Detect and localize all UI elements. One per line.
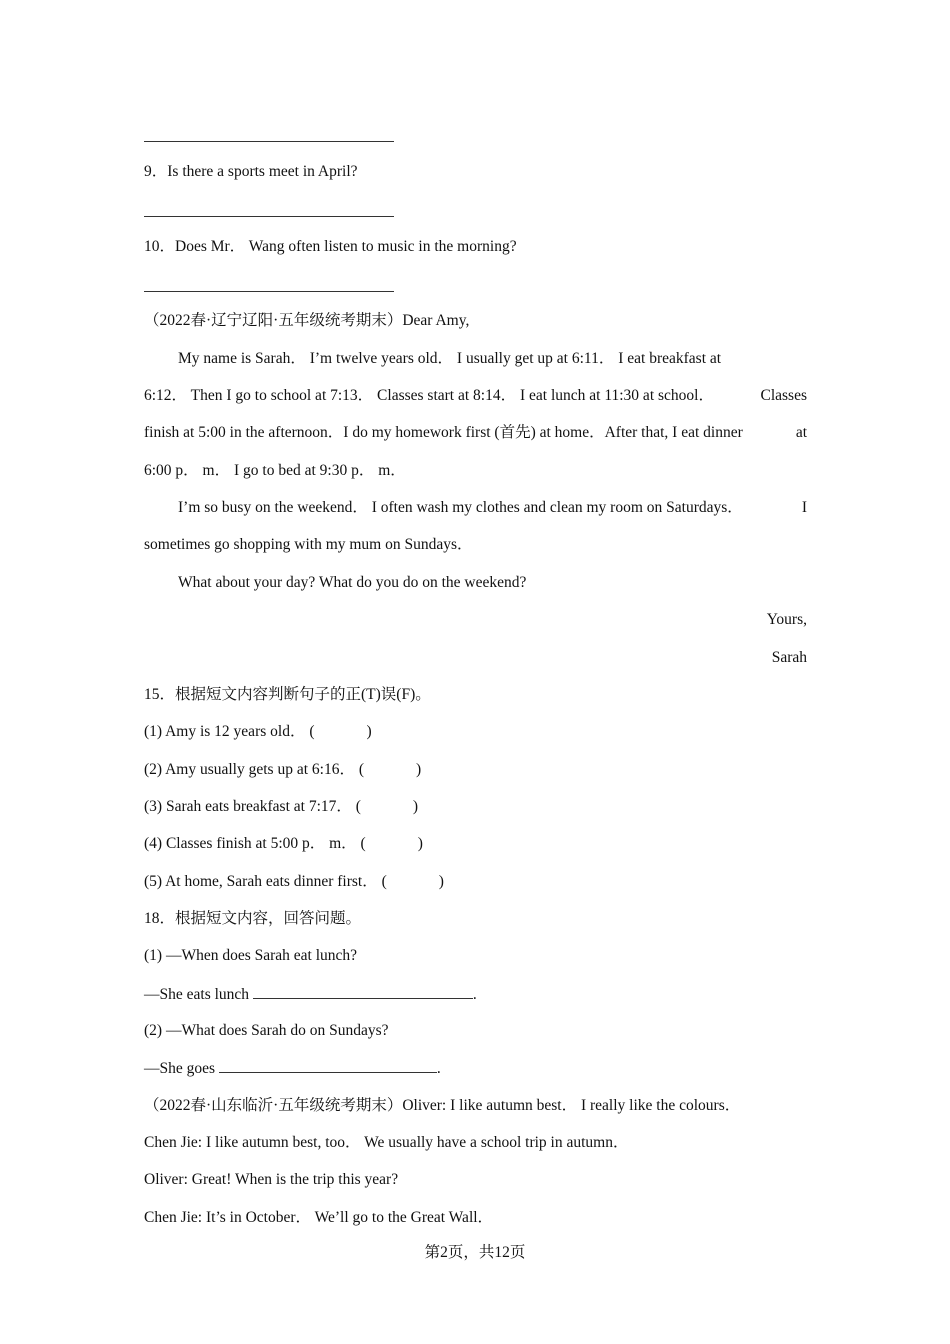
passage1-p1-line2-main: 6:12． Then I go to school at 7:13． Classes start at 8:14． I eat lunch at 11:30 at school． <box>144 387 714 404</box>
passage2-line2: Chen Jie: I like autumn best, too． We usually have a school trip in autumn． <box>144 1134 629 1151</box>
passage1-greeting: Dear Amy, <box>402 312 470 329</box>
passage2-line3: Oliver: Great! When is the trip this year? <box>144 1171 399 1188</box>
q15-item-2-close: ) <box>416 761 422 778</box>
q18-question-1: (1) —When does Sarah eat lunch? <box>144 947 358 964</box>
question-9: 9．Is there a sports meet in April? <box>144 163 358 180</box>
q18-answer-1-prefix: —She eats lunch <box>144 986 250 1003</box>
passage1-header <box>144 311 469 331</box>
passage2-line4: Chen Jie: It’s in October． We’ll go to the Great Wall． <box>144 1209 494 1226</box>
q15-item-1 <box>144 722 372 742</box>
passage1-p2-line2: sometimes go shopping with my mum on Sundays． <box>144 536 473 553</box>
passage2-line1-text: Oliver: I like autumn best． I really like the colours． <box>402 1097 741 1114</box>
passage1-signature: Sarah <box>771 649 807 666</box>
answer-line-9[interactable] <box>144 216 394 217</box>
q15-item-4 <box>144 834 423 854</box>
passage1-p2-line1-main: I’m so busy on the weekend． I often wash my clothes and clean my room on Saturdays． <box>178 499 743 516</box>
q18-question-2: (2) —What does Sarah do on Sundays? <box>144 1022 389 1039</box>
passage2-line1 <box>144 1096 740 1116</box>
q15-item-2-text: (2) Amy usually gets up at 6:16． ( <box>144 761 364 778</box>
q18-answer-2-period: . <box>436 1060 441 1077</box>
q18-answer-1-period: . <box>472 986 477 1003</box>
q15-item-4-text: (4) Classes finish at 5:00 p． m． ( <box>144 835 366 852</box>
q15-item-5-text: (5) At home, Sarah eats dinner first． ( <box>144 873 387 890</box>
q15-item-5-close: ) <box>438 873 444 890</box>
question-10: 10．Does Mr． Wang often listen to music in the morning? <box>144 238 517 255</box>
q18-answer-2 <box>144 1058 441 1079</box>
passage1-p1-line2-end: Classes <box>760 387 807 404</box>
passage1-p1-line1: My name is Sarah． I’m twelve years old． I usually get up at 6:11． I eat breakfast at <box>178 350 722 367</box>
passage1-p1-line2 <box>144 386 807 406</box>
passage2-source: （2022春·山东临沂·五年级统考期末） <box>144 1097 403 1114</box>
q18-answer-1-blank[interactable] <box>253 984 473 999</box>
passage1-p3: What about your day? What do you do on the weekend? <box>178 574 527 591</box>
passage1-source: （2022春·辽宁辽阳·五年级统考期末） <box>144 312 403 329</box>
passage1-p2-line1 <box>178 498 807 518</box>
q18-answer-2-blank[interactable] <box>219 1058 437 1073</box>
page-footer: 第2页，共12页 <box>424 1244 526 1261</box>
q18-answer-1 <box>144 984 477 1005</box>
q18-title: 18．根据短文内容，回答问题。 <box>144 910 362 927</box>
q15-title: 15．根据短文内容判断句子的正(T)误(F)。 <box>144 686 431 703</box>
q15-item-5 <box>144 872 444 892</box>
q18-answer-2-prefix: —She goes <box>144 1060 216 1077</box>
q15-item-3-close: ) <box>412 798 419 815</box>
q15-item-4-close: ) <box>417 835 423 852</box>
passage1-closing: Yours, <box>766 611 807 628</box>
passage1-p1-line4: 6:00 p． m． I go to bed at 9:30 p． m． <box>144 462 406 479</box>
passage1-p2-line1-end: I <box>801 499 807 516</box>
q15-item-1-close: ) <box>366 723 372 740</box>
answer-line-8[interactable] <box>144 141 394 142</box>
q15-item-1-text: (1) Amy is 12 years old． ( <box>144 723 315 740</box>
passage1-p1-line3-end: at <box>795 424 807 441</box>
answer-line-10[interactable] <box>144 291 394 292</box>
passage1-p1-line3-main: finish at 5:00 in the afternoon．I do my homework first (首先) at home．After that, I eat dinner <box>144 424 743 441</box>
q15-item-3 <box>144 797 418 817</box>
passage1-p1-line3 <box>144 423 807 443</box>
q15-item-2 <box>144 760 421 780</box>
q15-item-3-text: (3) Sarah eats breakfast at 7:17． ( <box>144 798 361 815</box>
